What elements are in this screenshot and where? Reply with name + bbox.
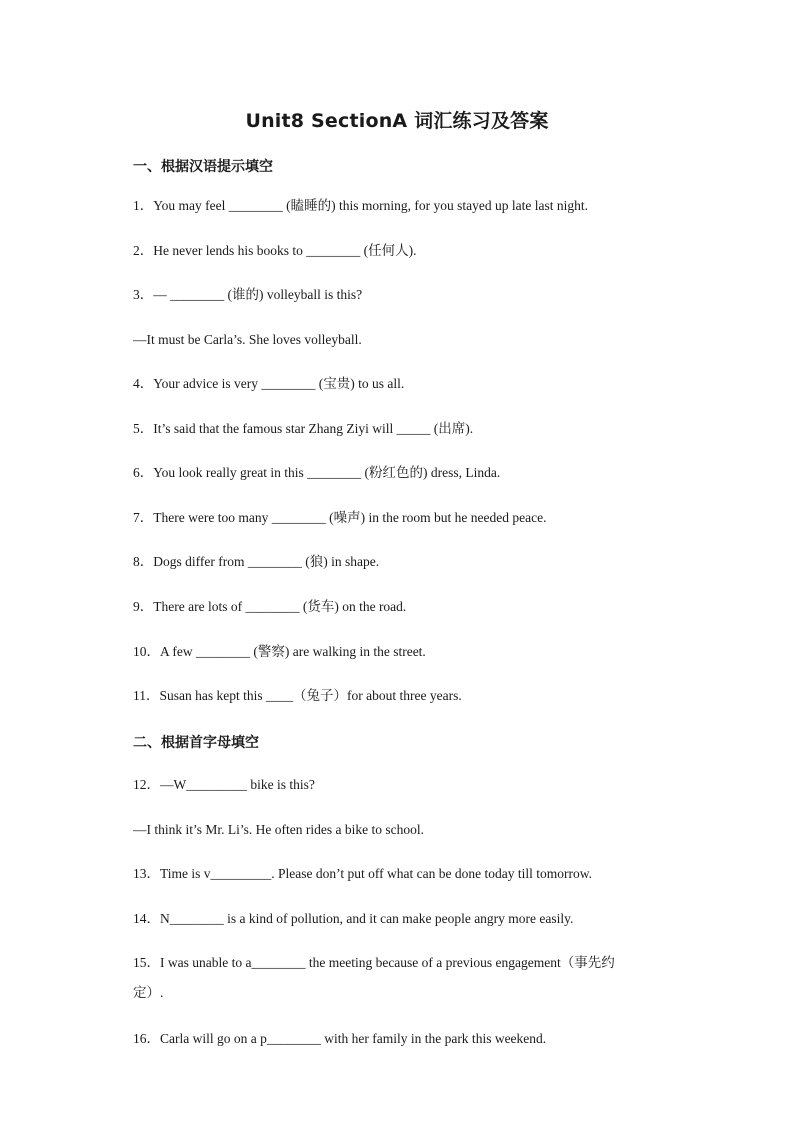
question-11: 11．Susan has kept this ____（兔子）for about three years. <box>133 688 462 703</box>
question-4: 4．Your advice is very ________ (宝贵) to us all. <box>133 376 405 391</box>
question-9: 9．There are lots of ________ (货车) on the road. <box>133 599 407 614</box>
question-3: 3．— ________ (谁的) volleyball is this? <box>133 287 363 302</box>
question-7: 7．There were too many ________ (噪声) in the room but he needed peace. <box>133 510 547 525</box>
question-12: 12．—W_________ bike is this? <box>133 777 315 792</box>
question-14: 14．N________ is a kind of pollution, and it can make people angry more easily. <box>133 911 574 926</box>
question-2: 2．He never lends his books to ________ (任何人). <box>133 243 417 258</box>
question-13: 13．Time is v_________. Please don’t put off what can be done today till tomorrow. <box>133 866 592 881</box>
question-12-reply: —I think it’s Mr. Li’s. He often rides a bike to school. <box>133 822 424 837</box>
question-1: 1．You may feel ________ (瞌睡的) this morning, for you stayed up late last night. <box>133 198 588 213</box>
question-6: 6．You look really great in this ________ (粉红色的) dress, Linda. <box>133 465 501 480</box>
question-16: 16．Carla will go on a p________ with her family in the park this weekend. <box>133 1031 547 1046</box>
question-10: 10．A few ________ (警察) are walking in the street. <box>133 644 426 659</box>
section-heading-1: 一、根据汉语提示填空 <box>133 159 273 175</box>
page-title: Unit8 SectionA 词汇练习及答案 <box>245 110 549 132</box>
question-5: 5．It’s said that the famous star Zhang Ziyi will _____ (出席). <box>133 421 474 436</box>
section-heading-2: 二、根据首字母填空 <box>133 735 259 751</box>
question-15: 15．I was unable to a________ the meeting because of a previous engagement（事先约定）. <box>133 955 615 1000</box>
question-3-reply: —It must be Carla’s. She loves volleyball. <box>133 332 362 347</box>
question-8: 8．Dogs differ from ________ (狼) in shape. <box>133 554 380 569</box>
